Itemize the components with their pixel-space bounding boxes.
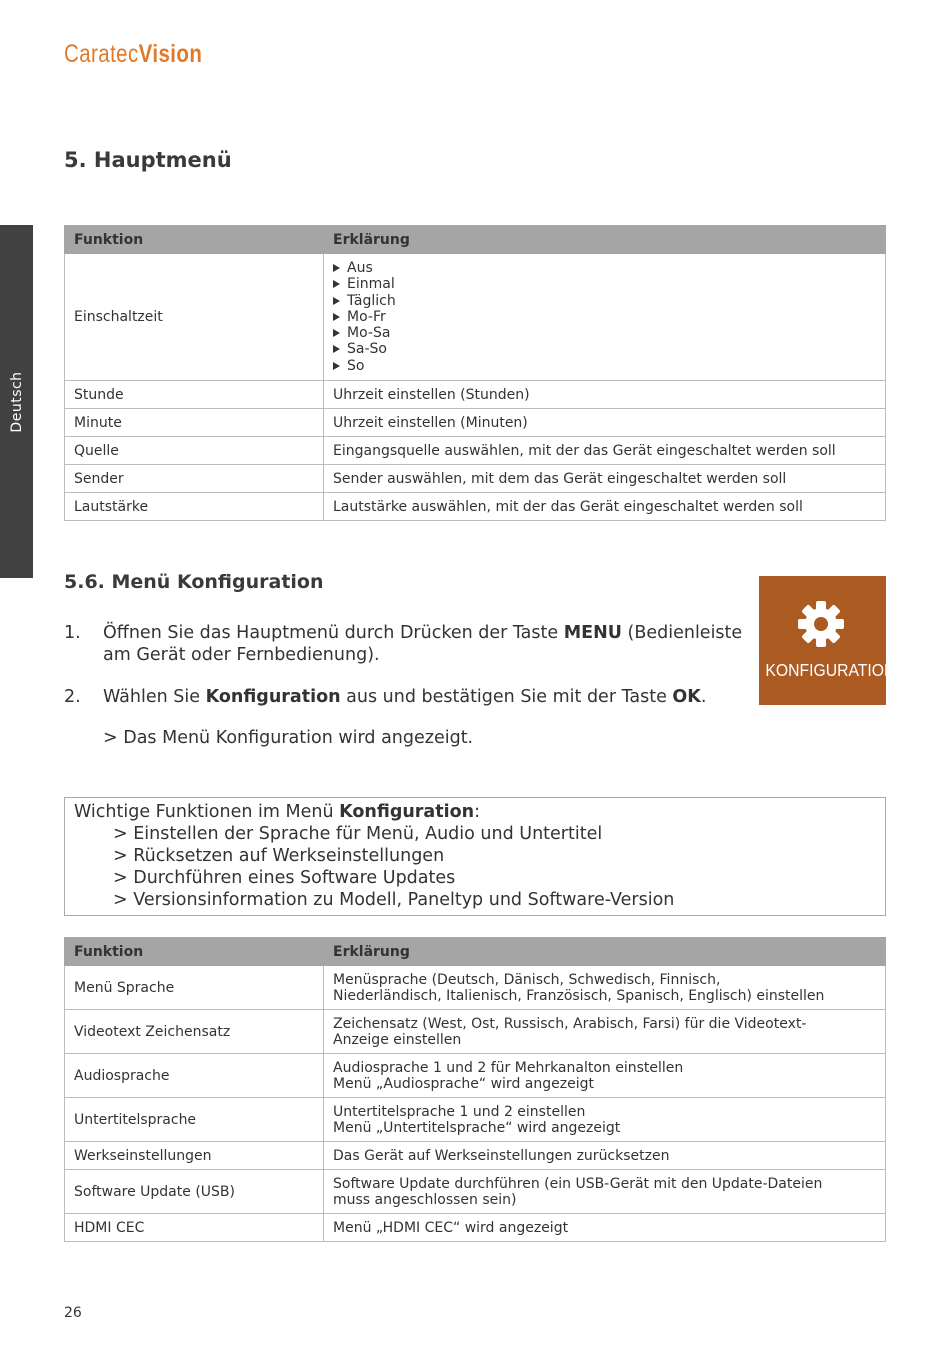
triangle-bullet-icon: [333, 329, 340, 337]
cell-funktion: Stunde: [65, 381, 324, 409]
list-item: > Versionsinformation zu Modell, Paneltyp und Software-Version: [113, 890, 675, 910]
page-title: 5. Hauptmenü: [64, 148, 232, 172]
table-row: [65, 409, 886, 437]
triangle-bullet-icon: [333, 362, 340, 370]
list-item: > Einstellen der Sprache für Menü, Audio und Untertitel: [113, 824, 603, 844]
step-number: 2.: [64, 687, 81, 707]
cell-funktion: Sender: [65, 465, 324, 493]
cell-erklaerung: Zeichensatz (West, Ost, Russisch, Arabisch, Farsi) für die Videotext- Anzeige einstellen: [324, 1010, 886, 1054]
cell-erklaerung: Das Gerät auf Werkseinstellungen zurücksetzen: [324, 1142, 886, 1170]
step-2: [64, 686, 754, 708]
cell-funktion: Lautstärke: [65, 493, 324, 521]
brand-logo: [64, 40, 202, 69]
table-header-row: [65, 938, 886, 966]
page-number: 26: [64, 1305, 82, 1321]
cell-funktion: Audiosprache: [65, 1054, 324, 1098]
cell-funktion: Minute: [65, 409, 324, 437]
table-row: [65, 1010, 886, 1054]
cell-erklaerung: Uhrzeit einstellen (Stunden): [324, 381, 886, 409]
cell-funktion: Untertitelsprache: [65, 1098, 324, 1142]
cell-erklaerung: Menüsprache (Deutsch, Dänisch, Schwedisch, Finnisch, Niederländisch, Italienisch, Französisch, Spanisch, Englisch) einstellen: [324, 966, 886, 1010]
table-row: [65, 1054, 886, 1098]
cell-funktion: Werkseinstellungen: [65, 1142, 324, 1170]
col-header-erklaerung: Erklärung: [324, 226, 886, 254]
triangle-bullet-icon: [333, 345, 340, 353]
option-list: [333, 260, 876, 374]
cell-erklaerung: Sender auswählen, mit dem das Gerät eingeschaltet werden soll: [324, 465, 886, 493]
list-item: > Durchführen eines Software Updates: [113, 868, 456, 888]
table-row: [65, 966, 886, 1010]
table-row: [65, 1142, 886, 1170]
side-tab-label: Deutsch: [8, 370, 25, 433]
info-box-title: Wichtige Funktionen im Menü Konfiguration:: [74, 802, 480, 822]
gear-icon: [797, 600, 845, 648]
step-number: 1.: [64, 623, 81, 643]
section-title: 5.6. Menü Konfiguration: [64, 571, 324, 593]
language-side-tab: [0, 225, 33, 578]
cell-erklaerung: Menü „HDMI CEC“ wird angezeigt: [324, 1214, 886, 1242]
list-item: Täglich: [333, 293, 876, 309]
list-item: Mo-Fr: [333, 309, 876, 325]
cell-erklaerung: Untertitelsprache 1 und 2 einstellen Menü „Untertitelsprache“ wird angezeigt: [324, 1098, 886, 1142]
key-name: OK: [672, 687, 701, 707]
list-item: > Rücksetzen auf Werkseinstellungen: [113, 846, 445, 866]
table-row: [65, 437, 886, 465]
step-text: Öffnen Sie das Hauptmenü durch Drücken der Taste: [103, 623, 564, 643]
step-1: [64, 622, 754, 666]
triangle-bullet-icon: [333, 297, 340, 305]
cell-erklaerung: Eingangsquelle auswählen, mit der das Gerät eingeschaltet werden soll: [324, 437, 886, 465]
triangle-bullet-icon: [333, 280, 340, 288]
step-text: (Bedienleiste am Gerät oder Fernbedienung).: [103, 623, 743, 665]
konfiguration-label: KONFIGURATION: [765, 660, 896, 680]
cell-funktion: Quelle: [65, 437, 324, 465]
step-text: Wählen Sie: [103, 687, 206, 707]
brand-bold: Vision: [138, 40, 203, 68]
brand-light: Caratec: [64, 40, 139, 68]
cell-funktion: Menü Sprache: [65, 966, 324, 1010]
list-item: Sa-So: [333, 341, 876, 357]
konfiguration-menu-tile: [759, 576, 896, 705]
table-row: [65, 493, 886, 521]
cell-funktion: Videotext Zeichensatz: [65, 1010, 324, 1054]
instruction-steps: [64, 622, 754, 749]
step-text: .: [700, 687, 707, 707]
list-item: So: [333, 358, 876, 374]
cell-funktion: Einschaltzeit: [65, 254, 324, 381]
table-row: [65, 1214, 886, 1242]
list-item: Mo-Sa: [333, 325, 876, 341]
key-name: MENU: [563, 623, 622, 643]
list-item: Aus: [333, 260, 876, 276]
info-box: [64, 797, 886, 916]
table-row: [65, 381, 886, 409]
cell-erklaerung: Audiosprache 1 und 2 für Mehrkanalton einstellen Menü „Audiosprache“ wird angezeigt: [324, 1054, 886, 1098]
step-result: > Das Menü Konfiguration wird angezeigt.: [103, 728, 474, 748]
hauptmenu-table: [64, 225, 886, 521]
table-row: [65, 465, 886, 493]
col-header-funktion: Funktion: [65, 226, 324, 254]
triangle-bullet-icon: [333, 313, 340, 321]
table-row: [65, 1098, 886, 1142]
list-item: Einmal: [333, 276, 876, 292]
table-row: [65, 254, 886, 381]
menu-name: Konfiguration: [205, 687, 341, 707]
table-row: [65, 1170, 886, 1214]
cell-erklaerung: Uhrzeit einstellen (Minuten): [324, 409, 886, 437]
col-header-erklaerung: Erklärung: [324, 938, 886, 966]
cell-erklaerung: [324, 254, 886, 381]
triangle-bullet-icon: [333, 264, 340, 272]
cell-funktion: HDMI CEC: [65, 1214, 324, 1242]
cell-erklaerung: Lautstärke auswählen, mit der das Gerät eingeschaltet werden soll: [324, 493, 886, 521]
cell-erklaerung: Software Update durchführen (ein USB-Gerät mit den Update-Dateien muss angeschlossen sein): [324, 1170, 886, 1214]
konfiguration-table: [64, 937, 886, 1242]
col-header-funktion: Funktion: [65, 938, 324, 966]
cell-funktion: Software Update (USB): [65, 1170, 324, 1214]
step-text: aus und bestätigen Sie mit der Taste: [340, 687, 673, 707]
table-header-row: [65, 226, 886, 254]
